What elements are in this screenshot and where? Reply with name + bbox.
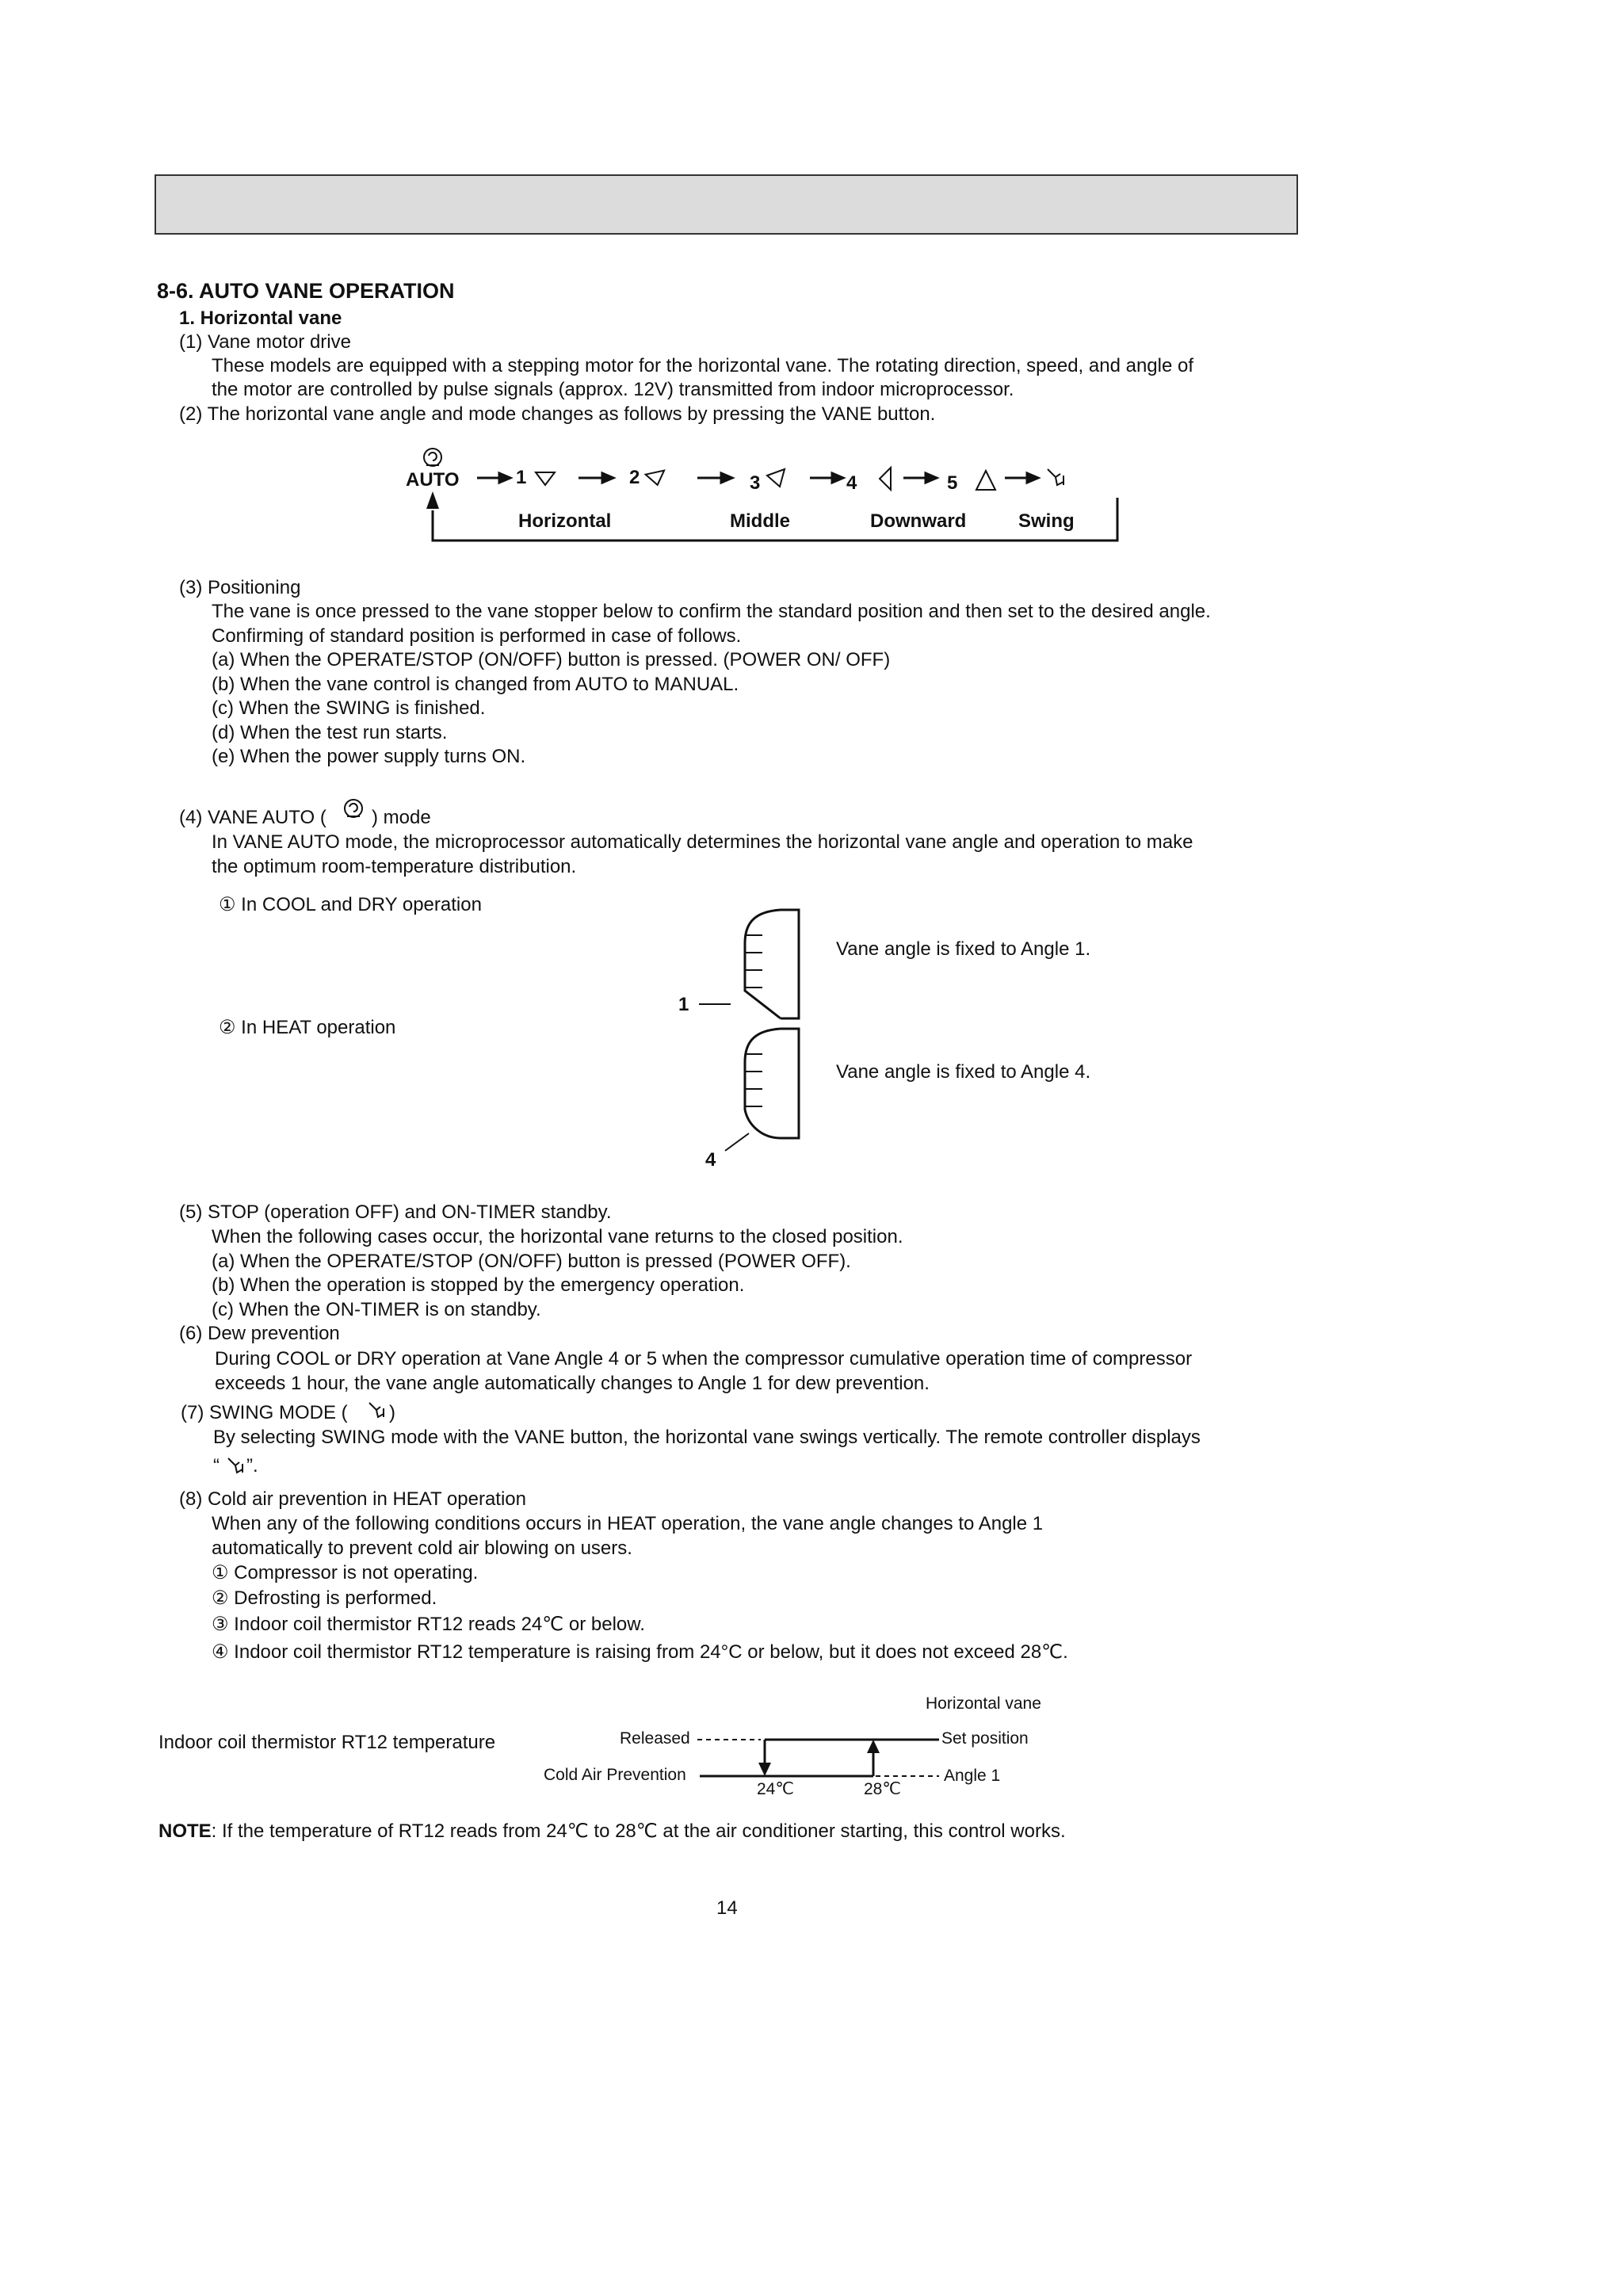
item6-line1: During COOL or DRY operation at Vane Angle 4 or 5 when the compressor cumulative operation time of compressor [215, 1348, 1193, 1370]
vane-auto-icon [424, 449, 441, 466]
item8-line1: When any of the following conditions occurs in HEAT operation, the vane angle changes to Angle 1 [212, 1513, 1044, 1534]
item5-case-b: (b) When the operation is stopped by the emergency operation. [212, 1274, 745, 1296]
item2-head: (2) The horizontal vane angle and mode changes as follows by pressing the VANE button. [179, 403, 936, 425]
item5-line1: When the following cases occur, the horizontal vane returns to the closed position. [212, 1226, 903, 1247]
indoor-unit-cool [699, 910, 799, 1018]
item8-line2: automatically to prevent cold air blowing on users. [212, 1538, 632, 1559]
flow-state-1: 1 [516, 467, 527, 488]
loop-arrowhead [426, 491, 439, 509]
item1-line1: These models are equipped with a stepping motor for the horizontal vane. The rotating direction, speed, and angle of [212, 355, 1193, 376]
thermo-horizontal-vane: Horizontal vane [926, 1694, 1041, 1713]
item4-heat: ② In HEAT operation [219, 1017, 396, 1038]
flow-state-4: 4 [846, 472, 857, 494]
item3-line2: Confirming of standard position is performed in case of follows. [212, 625, 742, 647]
indoor-unit-heat [725, 1029, 799, 1151]
item5-head: (5) STOP (operation OFF) and ON-TIMER standby. [179, 1201, 612, 1223]
flow-state-5: 5 [947, 472, 958, 494]
note-label: NOTE [158, 1820, 212, 1842]
note-text: : If the temperature of RT12 reads from 24℃ to 28℃ at the air conditioner starting, this control works. [211, 1820, 1066, 1842]
item3-case-d: (d) When the test run starts. [212, 722, 448, 743]
angle1-icon [536, 472, 555, 485]
flow-label-swing: Swing [1018, 510, 1075, 532]
item5-case-c: (c) When the ON-TIMER is on standby. [212, 1299, 541, 1320]
item8-cond2: ② Defrosting is performed. [212, 1587, 437, 1609]
item4-cool: ① In COOL and DRY operation [219, 894, 482, 915]
angle2-icon [646, 471, 667, 487]
flow-auto-label: AUTO [406, 469, 460, 491]
angle5-icon [976, 471, 995, 490]
item4-line2: the optimum room-temperature distribution. [212, 856, 577, 877]
item4-line1: In VANE AUTO mode, the microprocessor automatically determines the horizontal vane angle and operation to make [212, 831, 1193, 853]
thermo-t24: 24℃ [757, 1780, 794, 1798]
item5-case-a: (a) When the OPERATE/STOP (ON/OFF) button is pressed (POWER OFF). [212, 1251, 851, 1272]
item7-head-pre: (7) SWING MODE ( [181, 1402, 348, 1423]
page-number: 14 [716, 1897, 738, 1919]
item6-line2: exceeds 1 hour, the vane angle automatically changes to Angle 1 for dew prevention. [215, 1373, 930, 1394]
arrow-down-24 [758, 1763, 771, 1776]
item8-cond1: ① Compressor is not operating. [212, 1562, 479, 1584]
flow-state-2: 2 [629, 467, 640, 488]
item3-head: (3) Positioning [179, 577, 301, 598]
item3-case-c: (c) When the SWING is finished. [212, 697, 486, 719]
item1-head: (1) Vane motor drive [179, 331, 351, 353]
thermo-t28: 28℃ [864, 1780, 901, 1798]
section-title: 8-6. AUTO VANE OPERATION [157, 279, 455, 303]
arrow-up-28 [867, 1740, 880, 1753]
thermo-cold-air: Cold Air Prevention [544, 1766, 686, 1784]
thermo-axis-label: Indoor coil thermistor RT12 temperature [158, 1732, 496, 1753]
item1-line2: the motor are controlled by pulse signals (approx. 12V) transmitted from indoor microprocessor. [212, 379, 1014, 400]
flow-label-horizontal: Horizontal [518, 510, 612, 532]
item7-line2-post: ”. [246, 1455, 258, 1477]
note [158, 1820, 1066, 1843]
thermo-released: Released [620, 1729, 690, 1748]
item4-heat-desc: Vane angle is fixed to Angle 4. [836, 1061, 1091, 1083]
angle-4-label: 4 [705, 1149, 716, 1171]
item3-line1: The vane is once pressed to the vane stopper below to confirm the standard position and then set to the desired angle. [212, 601, 1211, 622]
item7-line2-pre: “ [213, 1455, 220, 1477]
flow-state-3: 3 [750, 472, 761, 494]
item7-line1: By selecting SWING mode with the VANE button, the horizontal vane swings vertically. The remote controller displays [213, 1427, 1201, 1448]
angle-1-label: 1 [678, 994, 689, 1015]
flow-label-downward: Downward [870, 510, 967, 532]
header-bar [155, 174, 1298, 235]
angle4-icon [880, 468, 891, 490]
item8-head: (8) Cold air prevention in HEAT operation [179, 1488, 526, 1510]
swing-icon-head [369, 1403, 384, 1417]
item4-cool-desc: Vane angle is fixed to Angle 1. [836, 938, 1091, 960]
thermo-angle1: Angle 1 [944, 1767, 1001, 1785]
item4-head-pre: (4) VANE AUTO ( [179, 807, 326, 828]
swing-icon-display [228, 1458, 242, 1473]
vane-auto-icon-inline [345, 800, 362, 817]
thermo-set-position: Set position [941, 1729, 1029, 1748]
angle3-icon [767, 469, 785, 487]
item8-cond3: ③ Indoor coil thermistor RT12 reads 24℃ or below. [212, 1614, 645, 1635]
swing-icon [1048, 469, 1063, 485]
item3-case-b: (b) When the vane control is changed from AUTO to MANUAL. [212, 674, 739, 695]
item6-head: (6) Dew prevention [179, 1323, 340, 1344]
item4-head-post: ) mode [372, 807, 431, 828]
item3-case-e: (e) When the power supply turns ON. [212, 746, 526, 767]
section-subtitle: 1. Horizontal vane [179, 308, 342, 329]
item7-head-post: ) [389, 1402, 395, 1423]
item3-case-a: (a) When the OPERATE/STOP (ON/OFF) button is pressed. (POWER ON/ OFF) [212, 649, 891, 670]
flow-label-middle: Middle [730, 510, 790, 532]
item8-cond4: ④ Indoor coil thermistor RT12 temperature is raising from 24°C or below, but it does not exceed 28℃. [212, 1641, 1068, 1663]
